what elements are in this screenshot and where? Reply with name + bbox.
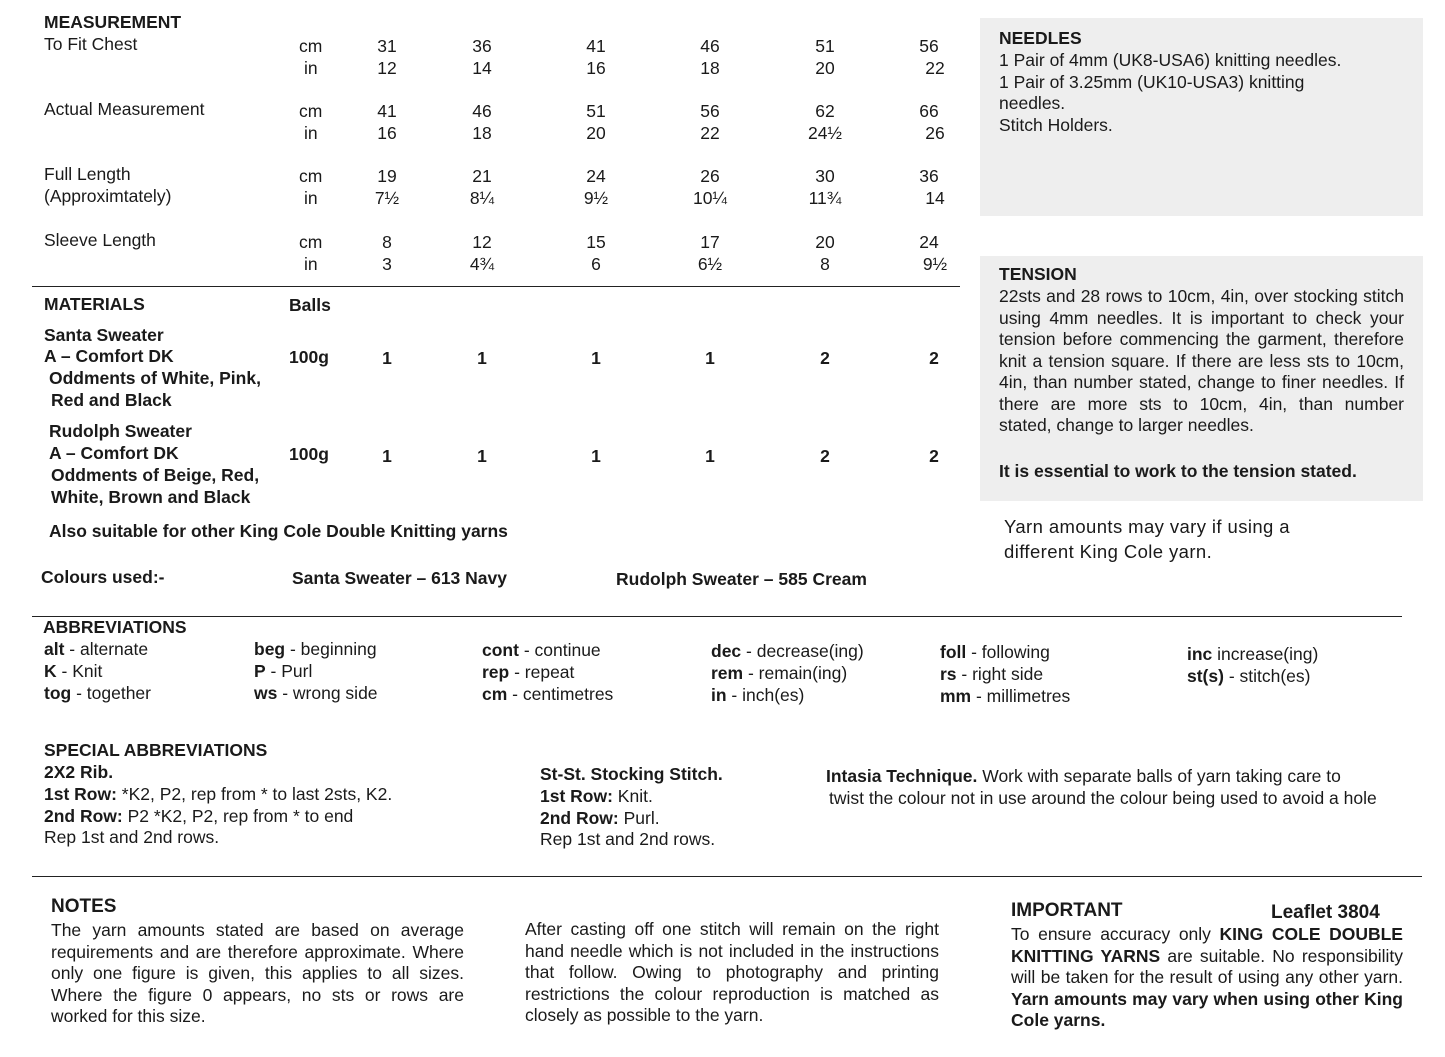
measurement-in-value: 22 xyxy=(925,58,945,78)
abbreviation-item xyxy=(711,663,847,684)
special-heading: SPECIAL ABBREVIATIONS xyxy=(44,740,268,760)
unit-cm: cm xyxy=(299,101,323,121)
divider-abbreviations xyxy=(32,616,1402,617)
rib-row-2-text: P2 *K2, P2, rep from * to end xyxy=(122,806,354,826)
rudolph-ball-count: 2 xyxy=(820,446,830,466)
abbreviation-definition: - right side xyxy=(956,664,1044,684)
measurement-cm-value: 36 xyxy=(472,36,492,56)
measurement-in-value: 10¼ xyxy=(692,188,728,208)
measurement-label: Sleeve Length xyxy=(44,230,156,250)
abbreviation-definition: - decrease(ing) xyxy=(741,641,864,661)
rib-row-2 xyxy=(44,806,353,827)
measurement-cm-value: 24 xyxy=(919,232,939,252)
important-text-2: are suitable. No responsibility will be taken for the result of using any other yarn. xyxy=(1011,945,1403,987)
needles-line-1: 1 Pair of 4mm (UK8-USA6) knitting needles. xyxy=(999,50,1342,70)
santa-oddments-2: Red and Black xyxy=(51,390,172,410)
abbreviation-term: mm xyxy=(940,686,972,706)
abbreviation-term: rs xyxy=(940,664,957,684)
measurement-cm-value: 56 xyxy=(700,101,720,121)
intasia-line-2: twist the colour not in use around the colour being used to avoid a hole xyxy=(829,788,1377,808)
measurement-cm-value: 20 xyxy=(815,232,835,252)
divider-notes xyxy=(32,876,1422,877)
important-bold-2: Yarn amounts may vary when using other King Cole yarns. xyxy=(1011,988,1403,1030)
abbreviation-term: cm xyxy=(482,684,508,704)
abbreviation-definition: - Knit xyxy=(56,661,103,681)
rib-title: 2X2 Rib. xyxy=(44,762,114,782)
abbreviation-definition: - wrong side xyxy=(277,683,378,703)
important-heading: IMPORTANT xyxy=(1011,900,1123,921)
divider-measurement xyxy=(32,286,960,287)
also-suitable: Also suitable for other King Cole Double Knitting yarns xyxy=(49,521,508,541)
abbreviation-item xyxy=(44,683,151,704)
stst-row-1-text: Knit. xyxy=(612,786,653,806)
needles-line-3: needles. xyxy=(999,93,1066,113)
important-text-1: To ensure accuracy only xyxy=(1011,924,1220,944)
santa-ball-count: 2 xyxy=(820,348,830,368)
santa-weight: 100g xyxy=(289,347,329,367)
rib-row-1-text: *K2, P2, rep from * to last 2sts, K2. xyxy=(116,784,393,804)
santa-oddments-1: Oddments of White, Pink, xyxy=(49,368,261,388)
intasia-title: Intasia Technique. xyxy=(826,766,978,786)
abbreviation-item xyxy=(44,661,102,682)
abbreviation-item xyxy=(711,641,864,662)
measurement-in-value: 6½ xyxy=(697,254,723,274)
rudolph-oddments-2: White, Brown and Black xyxy=(51,487,251,507)
abbreviation-item xyxy=(940,642,1050,663)
needles-heading: NEEDLES xyxy=(999,28,1082,48)
abbreviation-definition: - repeat xyxy=(509,662,575,682)
measurement-cm-value: 36 xyxy=(919,166,939,186)
measurement-cm-value: 26 xyxy=(700,166,720,186)
abbreviation-term: P xyxy=(254,661,266,681)
rudolph-colour: Rudolph Sweater – 585 Cream xyxy=(616,569,867,589)
measurement-in-value: 14 xyxy=(925,188,945,208)
measurement-in-value: 9½ xyxy=(583,188,609,208)
measurement-in-value: 16 xyxy=(586,58,606,78)
abbreviation-definition: - centimetres xyxy=(507,684,614,704)
measurement-cm-value: 51 xyxy=(815,36,835,56)
measurement-in-value: 20 xyxy=(815,58,835,78)
abbreviation-item xyxy=(254,639,377,660)
balls-label: Balls xyxy=(289,295,331,315)
yarn-note-line-2: different King Cole yarn. xyxy=(1004,541,1213,562)
measurement-cm-value: 56 xyxy=(919,36,939,56)
abbreviation-term: inc xyxy=(1187,644,1213,664)
measurement-cm-value: 8 xyxy=(382,232,392,252)
important-bold-1: KING COLE DOUBLE KNITTING YARNS xyxy=(1011,924,1403,966)
materials-heading: MATERIALS xyxy=(44,294,145,314)
measurement-cm-value: 24 xyxy=(586,166,606,186)
measurement-label: Full Length xyxy=(44,164,131,184)
intasia-text-1: Work with separate balls of yarn taking care to xyxy=(977,766,1341,786)
measurement-in-value: 4¾ xyxy=(469,254,495,274)
measurement-cm-value: 46 xyxy=(472,101,492,121)
abbreviation-term: ws xyxy=(254,683,278,703)
notes-col-1: The yarn amounts stated are based on average requirements and are therefore approximate. Where only one figure is given, this applies to all sizes. Where the figure 0 appears, no sts or rows are worked for this size. xyxy=(51,920,464,1026)
santa-title: Santa Sweater xyxy=(44,325,164,345)
measurement-cm-value: 12 xyxy=(472,232,492,252)
measurement-sublabel: (Approximtately) xyxy=(44,186,172,206)
rudolph-ball-count: 1 xyxy=(477,446,487,466)
unit-cm: cm xyxy=(299,36,323,56)
measurement-in-value: 20 xyxy=(586,123,606,143)
yarn-note-line-1: Yarn amounts may vary if using a xyxy=(1004,516,1290,537)
unit-cm: cm xyxy=(299,166,323,186)
rib-row-1-label: 1st Row: xyxy=(44,784,117,804)
rudolph-weight: 100g xyxy=(289,444,329,464)
measurement-in-value: 18 xyxy=(472,123,492,143)
abbreviation-definition: - together xyxy=(71,683,151,703)
stst-row-1-label: 1st Row: xyxy=(540,786,613,806)
intasia-line-1 xyxy=(826,766,1341,787)
abbreviation-term: alt xyxy=(44,639,65,659)
rudolph-ball-count: 1 xyxy=(591,446,601,466)
needles-line-4: Stitch Holders. xyxy=(999,115,1113,135)
abbreviation-definition: - continue xyxy=(518,640,601,660)
abbreviations-heading: ABBREVIATIONS xyxy=(43,617,187,637)
unit-in: in xyxy=(304,188,318,208)
santa-ball-count: 1 xyxy=(705,348,715,368)
measurement-in-value: 12 xyxy=(377,58,397,78)
measurement-cm-value: 62 xyxy=(815,101,835,121)
measurement-cm-value: 21 xyxy=(472,166,492,186)
abbreviation-term: rem xyxy=(711,663,744,683)
abbreviation-item xyxy=(254,683,378,704)
measurement-cm-value: 19 xyxy=(377,166,397,186)
santa-ball-count: 1 xyxy=(591,348,601,368)
santa-colour: Santa Sweater – 613 Navy xyxy=(292,568,507,588)
measurement-in-value: 3 xyxy=(382,254,392,274)
unit-in: in xyxy=(304,123,318,143)
measurement-in-value: 18 xyxy=(700,58,720,78)
rib-repeat: Rep 1st and 2nd rows. xyxy=(44,827,220,847)
abbreviation-term: beg xyxy=(254,639,286,659)
tension-essential: It is essential to work to the tension stated. xyxy=(999,461,1357,481)
needles-line-2: 1 Pair of 3.25mm (UK10-USA3) knitting xyxy=(999,72,1305,92)
stst-row-2-text: Purl. xyxy=(618,808,660,828)
stst-row-2-label: 2nd Row: xyxy=(540,808,619,828)
abbreviation-definition: - inch(es) xyxy=(726,685,805,705)
measurement-cm-value: 51 xyxy=(586,101,606,121)
abbreviation-term: K xyxy=(44,661,57,681)
abbreviation-term: dec xyxy=(711,641,742,661)
leaflet-number: Leaflet 3804 xyxy=(1271,902,1380,923)
abbreviation-item xyxy=(940,664,1043,685)
rudolph-ball-count: 2 xyxy=(929,446,939,466)
rudolph-ball-count: 1 xyxy=(705,446,715,466)
measurement-in-value: 26 xyxy=(925,123,945,143)
measurement-in-value: 11¾ xyxy=(808,188,842,208)
measurement-in-value: 24½ xyxy=(807,123,843,143)
rib-row-1 xyxy=(44,784,392,805)
measurement-in-value: 8 xyxy=(820,254,830,274)
abbreviation-definition: - following xyxy=(966,642,1050,662)
santa-ball-count: 2 xyxy=(929,348,939,368)
abbreviation-definition: - beginning xyxy=(285,639,377,659)
measurement-cm-value: 31 xyxy=(377,36,397,56)
abbreviation-item xyxy=(482,640,601,661)
rudolph-ball-count: 1 xyxy=(382,446,392,466)
santa-yarn: A – Comfort DK xyxy=(44,346,174,366)
abbreviation-item xyxy=(44,639,148,660)
important-body xyxy=(1011,924,1403,1032)
measurement-in-value: 6 xyxy=(591,254,601,274)
abbreviation-term: rep xyxy=(482,662,510,682)
notes-heading: NOTES xyxy=(51,896,117,917)
measurement-cm-value: 41 xyxy=(377,101,397,121)
stst-repeat: Rep 1st and 2nd rows. xyxy=(540,829,716,849)
tension-body: 22sts and 28 rows to 10cm, 4in, over stocking stitch using 4mm needles. It is important to check your tension before commencing the garment, therefore knit a tension square. If there are less sts to 10cm, 4in, than number stated, change to finer needles. If there are more sts to 10cm, 4in, than number stated, change to larger needles. xyxy=(999,286,1404,435)
abbreviation-definition: - alternate xyxy=(64,639,149,659)
abbreviation-term: foll xyxy=(940,642,967,662)
measurement-in-value: 14 xyxy=(472,58,492,78)
abbreviation-item xyxy=(482,662,574,683)
abbreviation-item xyxy=(1187,666,1311,687)
measurement-in-value: 22 xyxy=(700,123,720,143)
abbreviation-term: tog xyxy=(44,683,72,703)
notes-col-2: After casting off one stitch will remain on the right hand needle which is not included in the instructions that follow. Owing to photography and printing restrictions the colour reproduction is matched as closely as possible to the yarn. xyxy=(525,919,939,1025)
rudolph-title: Rudolph Sweater xyxy=(49,421,192,441)
abbreviation-item xyxy=(940,686,1070,707)
measurement-cm-value: 46 xyxy=(700,36,720,56)
measurement-label: Actual Measurement xyxy=(44,99,205,119)
abbreviation-definition: - Purl xyxy=(265,661,313,681)
measurement-cm-value: 66 xyxy=(919,101,939,121)
abbreviation-definition: - stitch(es) xyxy=(1223,666,1311,686)
santa-ball-count: 1 xyxy=(382,348,392,368)
measurement-cm-value: 15 xyxy=(586,232,606,252)
measurement-in-value: 16 xyxy=(377,123,397,143)
abbreviation-item xyxy=(482,684,613,705)
measurement-cm-value: 41 xyxy=(586,36,606,56)
abbreviation-item xyxy=(254,661,312,682)
unit-cm: cm xyxy=(299,232,323,252)
measurement-cm-value: 17 xyxy=(700,232,720,252)
measurement-in-value: 7½ xyxy=(374,188,400,208)
abbreviation-term: st(s) xyxy=(1187,666,1224,686)
abbreviation-definition: increase(ing) xyxy=(1212,644,1319,664)
tension-heading: TENSION xyxy=(999,264,1077,284)
santa-ball-count: 1 xyxy=(477,348,487,368)
stst-title: St-St. Stocking Stitch. xyxy=(540,764,723,784)
colours-label: Colours used:- xyxy=(41,567,165,587)
abbreviation-term: cont xyxy=(482,640,519,660)
unit-in: in xyxy=(304,254,318,274)
unit-in: in xyxy=(304,58,318,78)
rib-row-2-label: 2nd Row: xyxy=(44,806,123,826)
rudolph-yarn: A – Comfort DK xyxy=(49,443,179,463)
abbreviation-item xyxy=(1187,644,1318,665)
abbreviation-definition: - remain(ing) xyxy=(743,663,848,683)
abbreviation-definition: - millimetres xyxy=(971,686,1071,706)
abbreviation-term: in xyxy=(711,685,727,705)
rudolph-oddments-1: Oddments of Beige, Red, xyxy=(51,465,260,485)
measurement-in-value: 9½ xyxy=(922,254,948,274)
abbreviation-item xyxy=(711,685,804,706)
measurement-heading: MEASUREMENT xyxy=(44,12,182,32)
measurement-label: To Fit Chest xyxy=(44,34,138,54)
stst-row-2 xyxy=(540,808,660,829)
measurement-cm-value: 30 xyxy=(815,166,835,186)
stst-row-1 xyxy=(540,786,653,807)
measurement-in-value: 8¼ xyxy=(469,188,495,208)
